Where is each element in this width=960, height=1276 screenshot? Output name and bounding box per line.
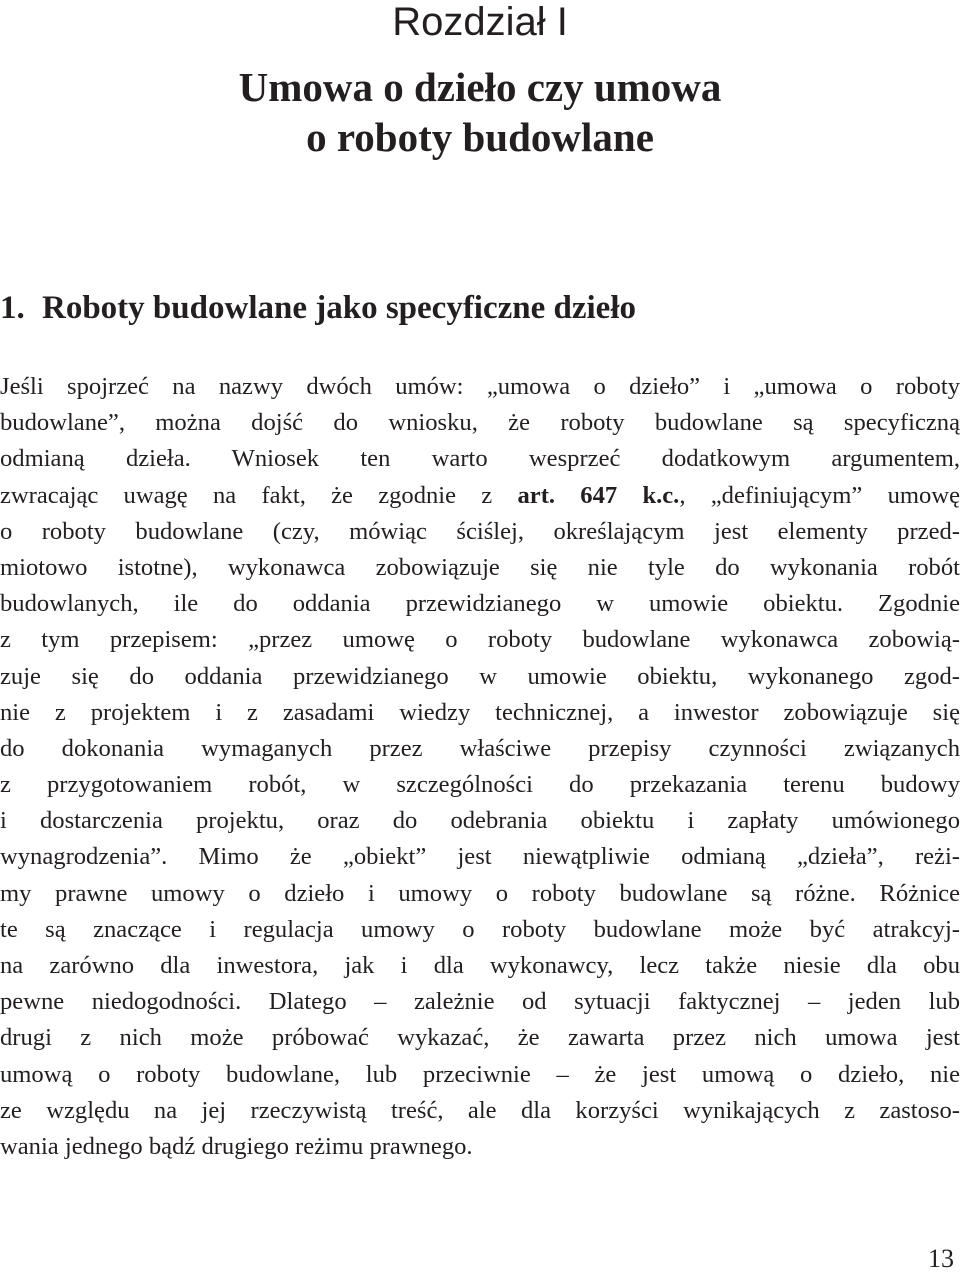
paragraph-last-line: wania jednego bądź drugiego reżimu prawnego.	[0, 1132, 473, 1160]
paragraph-line: wynagrodzenia”. Mimo że „obiekt” jest niewątpliwie odmianą „dzieła”, reżi-	[0, 843, 960, 871]
paragraph-line-part: zwracając uwagę na fakt, że zgodnie z	[0, 481, 518, 509]
chapter-title-line-2: o roboty budowlane	[306, 114, 654, 160]
paragraph-line: nie z projektem i z zasadami wiedzy technicznej, a inwestor zobowiązuje się	[0, 698, 960, 726]
paragraph-line: miotowo istotne), wykonawca zobowiązuje się nie tyle do wykonania robót	[0, 553, 960, 581]
paragraph-line: zuje się do oddania przewidzianego w umowie obiektu, wykonanego zgod-	[0, 662, 960, 690]
paragraph-line: i dostarczenia projektu, oraz do odebrania obiektu i zapłaty umówionego	[0, 807, 960, 835]
page-number: 13	[928, 1244, 954, 1273]
paragraph-line: budowlanych, ile do oddania przewidzianego w umowie obiektu. Zgodnie	[0, 590, 960, 618]
section-heading	[0, 286, 960, 330]
body-paragraph	[0, 369, 960, 1165]
chapter-label: Rozdział I	[392, 0, 568, 44]
paragraph-line: odmianą dzieła. Wniosek ten warto wesprzeć dodatkowym argumentem,	[0, 445, 960, 473]
paragraph-line: my prawne umowy o dzieło i umowy o roboty budowlane są różne. Różnice	[0, 879, 960, 907]
paragraph-line: z tym przepisem: „przez umowę o roboty budowlane wykonawca zobowią-	[0, 626, 960, 654]
paragraph-line: o roboty budowlane (czy, mówiąc ściślej, określającym jest elementy przed-	[0, 517, 960, 545]
chapter-title	[0, 62, 960, 162]
paragraph-line: umową o roboty budowlane, lub przeciwnie – że jest umową o dzieło, nie	[0, 1060, 960, 1088]
section-number: 1.	[0, 290, 25, 326]
paragraph-line: z przygotowaniem robót, w szczególności do przekazania terenu budowy	[0, 771, 960, 799]
paragraph-line: na zarówno dla inwestora, jak i dla wykonawcy, lecz także niesie dla obu	[0, 952, 960, 979]
paragraph-line: drugi z nich może próbować wykazać, że zawarta przez nich umowa jest	[0, 1024, 960, 1052]
paragraph-line-with-citation	[0, 478, 960, 514]
paragraph-line: te są znaczące i regulacja umowy o roboty budowlane może być atrakcyj-	[0, 915, 960, 943]
paragraph-line: do dokonania wymaganych przez właściwe przepisy czynności związanych	[0, 734, 960, 762]
paragraph-line: ze względu na jej rzeczywistą treść, ale dla korzyści wynikających z zastoso-	[0, 1096, 960, 1124]
section-title: Roboty budowlane jako specyficzne dzieło	[42, 290, 636, 326]
chapter-title-line-1: Umowa o dzieło czy umowa	[238, 64, 722, 110]
paragraph-line-part: , „definiującym” umowę	[679, 481, 960, 509]
article-citation: art. 647 k.c.	[517, 481, 680, 509]
paragraph-line: budowlane”, można dojść do wniosku, że roboty budowlane są specyficzną	[0, 409, 960, 437]
paragraph-line: Jeśli spojrzeć na nazwy dwóch umów: „umowa o dzieło” i „umowa o roboty	[0, 373, 960, 400]
paragraph-line: pewne niedogodności. Dlatego – zależnie od sytuacji faktycznej – jeden lub	[0, 988, 960, 1016]
